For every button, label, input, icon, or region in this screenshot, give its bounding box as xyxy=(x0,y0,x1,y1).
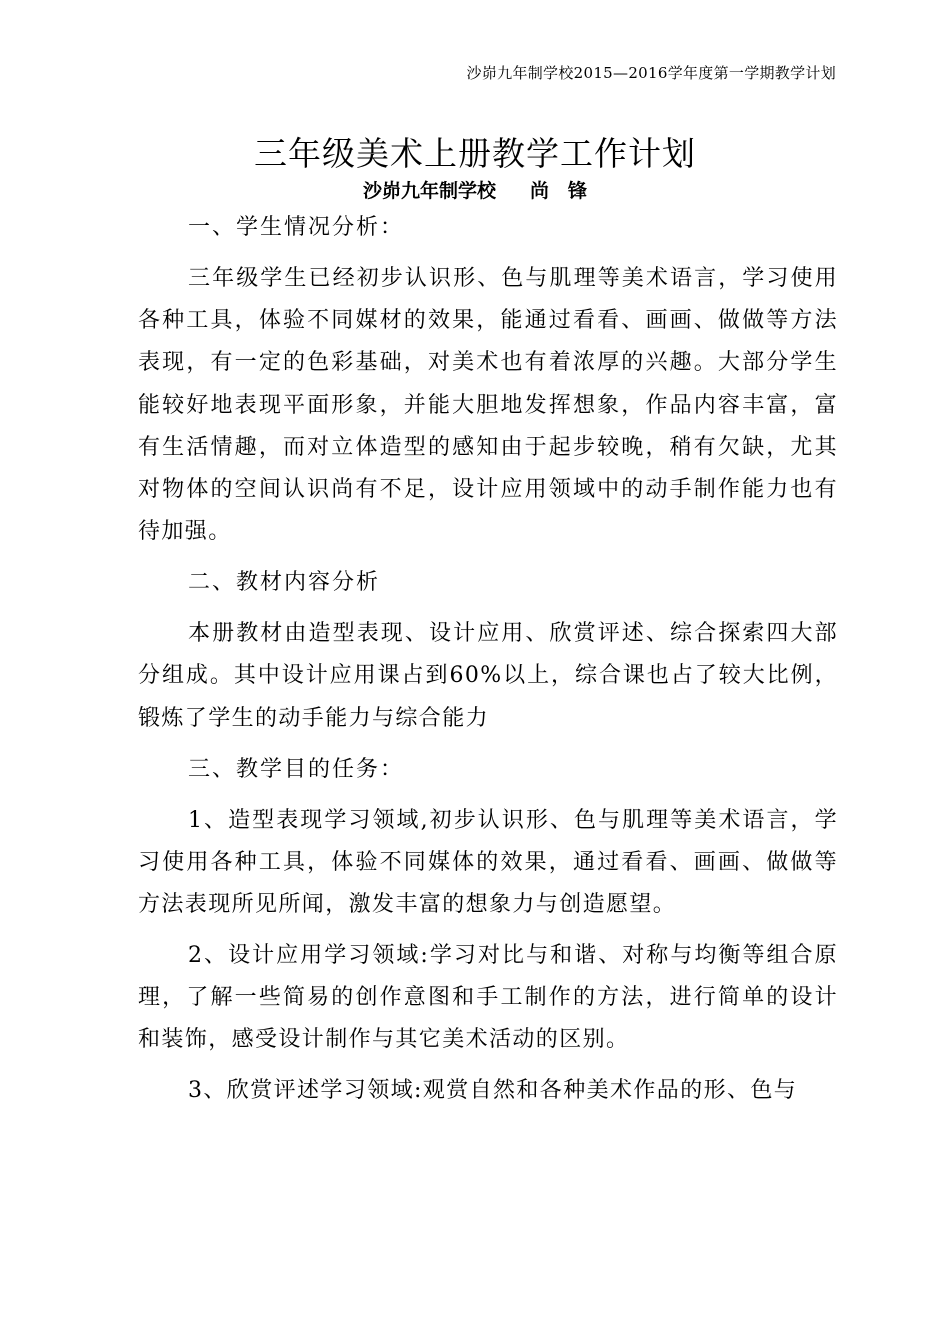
running-header: 沙峁九年制学校2015—2016学年度第一学期教学计划 xyxy=(466,64,836,82)
paragraph-goal-design: 2、设计应用学习领域:学习对比与和谐、对称与均衡等组合原理，了解一些简易的创作意图和手工制作的方法，进行简单的设计和装饰，感受设计制作与其它美术活动的区别。 xyxy=(138,943,838,1053)
school-name: 沙峁九年制学校 xyxy=(362,180,496,202)
section-heading-textbook-analysis: 二、教材内容分析 xyxy=(188,570,381,596)
author-line xyxy=(0,176,950,203)
section-heading-teaching-goals: 三、教学目的任务： xyxy=(188,756,405,782)
section-heading-student-analysis: 一、学生情况分析： xyxy=(188,215,405,240)
paragraph-goal-appreciation: 3、欣赏评述学习领域:观赏自然和各种美术作品的形、色与 xyxy=(188,1078,798,1104)
document-title: 三年级美术上册教学工作计划 xyxy=(254,134,696,173)
document-body xyxy=(138,207,838,1121)
author-name: 尚 锋 xyxy=(530,180,588,202)
paragraph-goal-modeling: 1、造型表现学习领域,初步认识形、色与肌理等美术语言，学习使用各种工具，体验不同媒体的效果，通过看看、画画、做做等方法表现所见所闻，激发丰富的想象力与创造愿望。 xyxy=(138,807,838,918)
paragraph-textbook-analysis: 本册教材由造型表现、设计应用、欣赏评述、综合探索四大部分组成。其中设计应用课占到60%以上，综合课也占了较大比例，锻炼了学生的动手能力与综合能力 xyxy=(138,621,838,731)
paragraph-student-analysis: 三年级学生已经初步认识形、色与肌理等美术语言，学习使用各种工具，体验不同媒材的效果，能通过看看、画画、做做等方法表现，有一定的色彩基础，对美术也有着浓厚的兴趣。大部分学生能较好地表现平面形象，并能大胆地发挥想象，作品内容丰富，富有生活情趣，而对立体造型的感知由于起步较晚，稍有欠缺，尤其对物体的空间认识尚有不足，设计应用领域中的动手制作能力也有待加强。 xyxy=(138,266,838,545)
